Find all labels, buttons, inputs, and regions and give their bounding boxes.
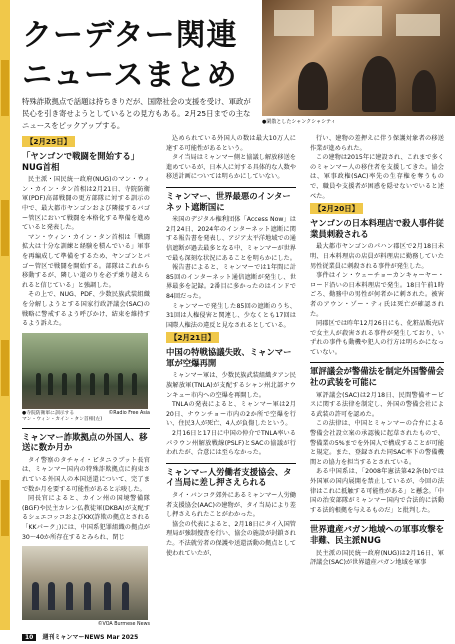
article-paragraph: ある中国系は、「2008年憲法第42条(b)では外国軍の国内展開を禁止しているが、今回の法律はこれに抵触する可能性がある」と懸念。「中国の治安部隊がミャンマー国内で合法的に活動する法的根拠を与えるものだ」と批判した。 bbox=[310, 468, 444, 514]
article-headline: 中国の特戦協議失敗、ミャンマー軍が空爆再開 bbox=[166, 347, 292, 368]
article-paragraph: 報告書によると、ミャンマーでは1年間に計85回のインターネット通信遮断が発生し、世界最多を記録。2番目に多かったのはインドで84回だった。 bbox=[166, 264, 296, 300]
article-paragraph: 同長官によると、カイン州の国境警備隊(BGF)や民主カレン仏教徒軍(DKBA)が支配するシュエコッコおよびKK(詐欺の拠点とされる「KKパーク」)には、中国系犯罪組織の拠点が30〜40か所存在するとみられ、閉じ bbox=[22, 495, 150, 541]
article-paragraph: マン・ウィン・カイン・タン首相は「戦闘拡大は十分な訓練と経験を積んでいる」軍事を再編成して準備をするため、ヤンゴンとバゴー管区で戦闘を開始する。部隊はこれから移動するが、隣しい道のりを必ず乗り越えられると信じている」と強調した。 bbox=[22, 233, 150, 289]
article-paragraph: この法律は、中国とミャンマーの合弁による警備会社設立案の承認後に起草されたもので、警備業の5%までを外国人で構成することが可能と規定。また、登録された同SAC率下の警備機関との協力を担当するとされている。 bbox=[310, 420, 444, 466]
side-tab-stripe bbox=[1, 480, 9, 536]
side-tab-strip bbox=[0, 0, 10, 630]
page-number: 10 bbox=[22, 634, 36, 641]
side-tab-stripe bbox=[1, 340, 9, 396]
article-headline: 「ヤンゴンで戦闘を開始する」NUG首相 bbox=[22, 151, 140, 172]
article-paragraph: 民主派の国民統一政府(NUG)は2月16日、軍評議会(SAC)が世界遺産バガン地域を軍事 bbox=[310, 549, 444, 567]
column-3 bbox=[310, 134, 444, 568]
photo-caption-text: ●寺院防衛軍に訓示する マン・ウィン・カイン・タン首相(左) bbox=[22, 410, 103, 422]
article-paragraph: 事件はイン・ウェーチョーカンキャーヤー・ロード沿いの日本料理店で発生。18日午前1時ごろ、勤務中の男性が何者かに刺された。被害者のアウン・ゾー・ティ氏は死亡が確認された。 bbox=[310, 272, 444, 318]
title-line-1: クーデター関連 bbox=[22, 18, 238, 53]
side-tab-stripe bbox=[1, 200, 9, 256]
date-band: 【2月21日】 bbox=[166, 332, 219, 343]
article-headline: ミャンマー、世界最悪のインターネット遮断国に bbox=[166, 187, 296, 212]
date-band: 【2月20日】 bbox=[310, 203, 363, 214]
article-paragraph: 同郡区では昨年12月26日にも、化粧品販売店で女主人が殺害される事件が発生しており、いずれの事件も動機や犯人の行方は明らかになっていない。 bbox=[310, 320, 444, 356]
page-footer bbox=[22, 632, 138, 641]
article-paragraph: この建物は2015年に建設され、これまで多くのミャンマー人の移住者を支援してきた。協会は、軍事政権(SAC)率先の生存権を奪うもので、職員や支援者が困惑を隠せないでいると述べた。 bbox=[310, 154, 444, 200]
article-paragraph: その上で、NUG、PDF、少数民族武装組織を分解しようとする国家行政評議会(SAC)の戦略に警戒するよう呼びかけ、結束を維持するよう訴えた。 bbox=[22, 291, 150, 328]
article-paragraph: 民主派・国民統一政府(NUG)のマン・ウィン・カイン・タン首相は2月21日、寺院防衛軍(PDF)高部戦闘の更方部隊に対する訓示の中で、最大都市ヤンゴンおよび隣接するバゴー管区において戦闘を本格化する準備を進めていると発表した。 bbox=[22, 176, 150, 232]
article-paragraph: 軍評議会(SAC)は2月18日、民間警備サービスに関する法律を制定し、外国の警備会社による武装の許可を認めた。 bbox=[310, 391, 444, 418]
article-paragraph: 込められている外国人の数は最大10万人に達する可能性があるという。 bbox=[166, 135, 296, 152]
date-band: 【2月25日】 bbox=[22, 136, 75, 147]
photo-caption bbox=[22, 622, 150, 628]
photo-credit: ©VOA Burmese News bbox=[97, 622, 150, 628]
article-paragraph: ミャンマー軍は、少数民族武装組織タアン民族解放軍(TNLA)が支配するシャン州北部ナウンキュー市内への空爆を再開した。 bbox=[166, 372, 296, 399]
publication-name: 週刊ミャンマーNEWS Mar 2025 bbox=[42, 634, 139, 641]
column-1 bbox=[22, 134, 150, 628]
title-line-2: ニュースまとめ bbox=[22, 58, 238, 93]
top-photo-caption: ●閑散としたシャンクシャシティ bbox=[262, 119, 336, 125]
page-header bbox=[22, 16, 252, 96]
photo-repatriation bbox=[22, 546, 148, 620]
article-paragraph: タイ当局はミャンマー側と協議し解放移送を進めているが、日本人に対する具体的な人数や移送計画については明らかにしていない。 bbox=[166, 154, 296, 181]
article-headline: ミャンマー詐欺拠点の外国人、移送に数か月か bbox=[22, 428, 150, 453]
article-headline: ヤンゴンの日本料理店で殺人事件従業員刺殺される bbox=[310, 218, 444, 239]
photo-pdf-soldiers bbox=[22, 333, 148, 409]
page-title bbox=[22, 16, 252, 96]
article-paragraph: 行い、建物の差押えに伴う保護対象者の移送作業が進められた。 bbox=[310, 135, 444, 152]
article-headline: 世界遺産バガン地域への軍事攻撃を非難、民主派NUG bbox=[310, 520, 444, 545]
lead-paragraph: 特殊詐欺拠点で話題は持ちきりだが、国際社会の支援を受け、軍政が民心を引き寄せようとしているとの見方もある。2月25日までの主なニュースをピックアップする。 bbox=[22, 97, 251, 130]
article-paragraph: TNLAの発表によると、ミャンマー軍は2月20日、ナウンチョー市内の2か所で空爆を行い、住民3人が死亡、4人が負傷したという。 bbox=[166, 401, 296, 428]
photo-caption bbox=[22, 411, 150, 423]
top-photo-shopping-mall bbox=[262, 0, 455, 116]
column-2 bbox=[166, 134, 296, 558]
article-headline: 軍評議会が警備法を制定外国警備会社の武装を可能に bbox=[310, 362, 444, 387]
article-paragraph: 2月16日と17日に中国の仲介でTNLA率いるパラウン州解放戦線(PSLF)とSACの協議が行われたが、合意には至らなかった。 bbox=[166, 430, 296, 457]
article-paragraph: タイ警察のタチャイ・ピタニラブット長官は、ミャンマー国内の特殊詐欺拠点に拘束されている外国人の本国送還について、完了まで数か月を要する可能性があると示唆した。 bbox=[22, 456, 150, 493]
side-tab-stripe bbox=[1, 60, 9, 116]
article-paragraph: 協会の代表によると、2月18日にタイ入国管理局が強制捜査を行い、協会の施設が封鎖された。不法就労者の保護や送還活動の拠点として使われていたが、 bbox=[166, 520, 296, 557]
article-headline: ミャンマー人労働者支援協会、タイ当局に差し押さえられる bbox=[166, 463, 296, 488]
article-paragraph: 米国のデジタル権利団体「Access Now」は2月24日、2024年のインターネット遮断に関する報告書を発表し、アジア太平洋地域での通信遮断が過去最多となる中、ミャンマーが世界で最も深刻な状況にあることを明らかにした。 bbox=[166, 216, 296, 262]
article-paragraph: 最大都市ヤンゴンのパハン郡区で2月18日未明、日本料理店の店員が料理店に勤務していた男性従業員に刺殺される事件が発生した。 bbox=[310, 243, 444, 270]
article-paragraph: ミャンマーで発生した85回の遮断のうち、31回は人権侵害と関連し、少なくとも17回は国際人権法の違反と見なされるとしている。 bbox=[166, 302, 296, 329]
photo-credit: ©Radio Free Asia bbox=[108, 410, 150, 416]
article-paragraph: タイ・バンコク郊外にあるミャンマー人労働者支援協会(AAC)の建物が、タイ当局により差し押さえられたことがわかった。 bbox=[166, 492, 296, 519]
